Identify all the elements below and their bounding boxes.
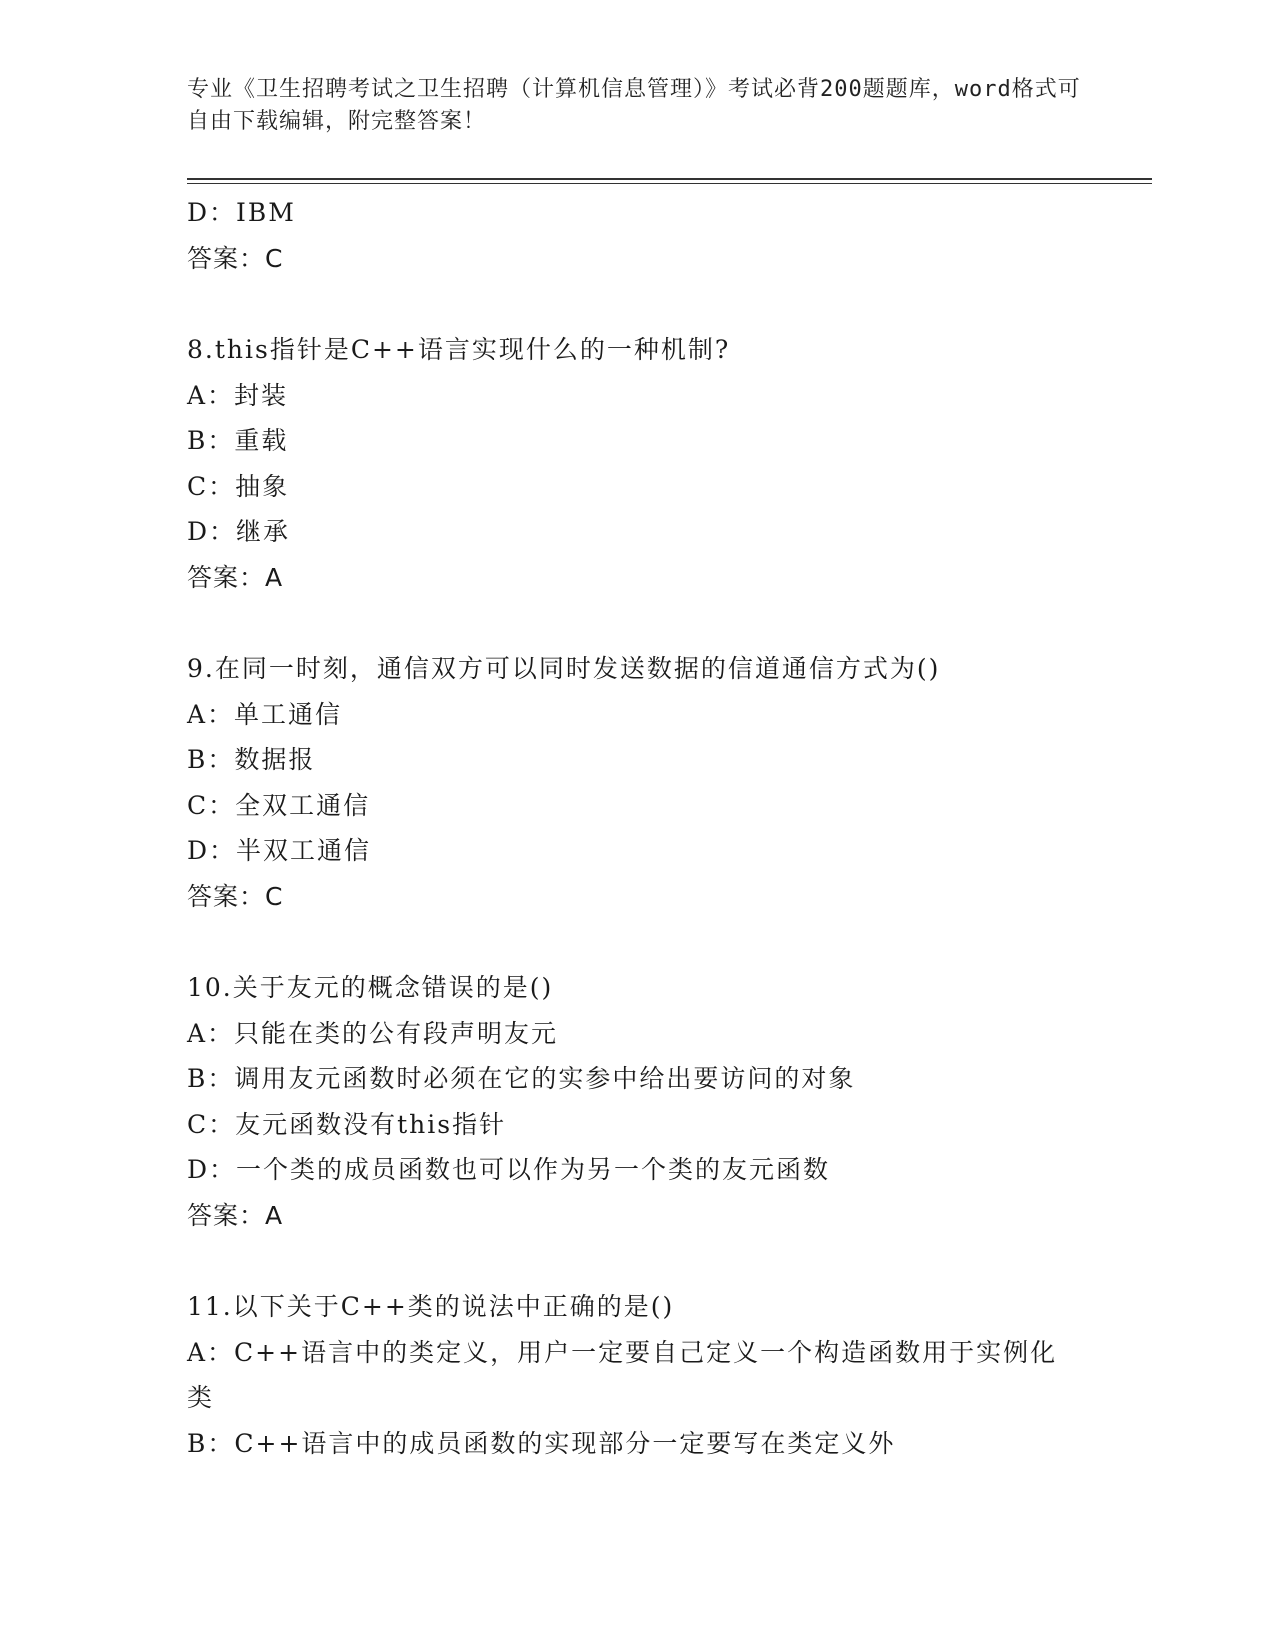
spacer <box>187 600 1087 646</box>
option-b: B：C++语言中的成员函数的实现部分一定要写在类定义外 <box>187 1428 896 1458</box>
option-c: C：友元函数没有this指针 <box>187 1109 507 1139</box>
answer: 答案：A <box>187 562 284 592</box>
option-a: A：只能在类的公有段声明友元 <box>187 1018 559 1048</box>
question-stem-11: 11.以下关于C++类的说法中正确的是() <box>187 1292 675 1321</box>
option-c: C：抽象 <box>187 471 290 501</box>
question-stem-10: 10.关于友元的概念错误的是() <box>187 973 554 1002</box>
option-d: D：继承 <box>187 517 291 546</box>
option-a: A：封装 <box>187 380 289 410</box>
option-d: D：半双工通信 <box>187 836 372 865</box>
question-stem-8: 8.this指针是C++语言实现什么的一种机制? <box>187 335 731 364</box>
option-a: A：单工通信 <box>187 699 343 729</box>
option-c: C：全双工通信 <box>187 790 371 820</box>
spacer <box>187 1238 1087 1284</box>
question-list <box>187 190 1087 1466</box>
header-divider-thick <box>187 178 1152 180</box>
option-d: D：IBM <box>187 198 296 227</box>
spacer <box>187 919 1087 965</box>
option-b: B：数据报 <box>187 745 316 774</box>
answer: 答案：C <box>187 243 284 273</box>
answer: 答案：A <box>187 1200 284 1230</box>
header-divider-thin <box>187 183 1152 184</box>
option-b: B：调用友元函数时必须在它的实参中给出要访问的对象 <box>187 1064 856 1093</box>
option-b: B：重载 <box>187 426 289 455</box>
answer: 答案：C <box>187 881 284 911</box>
document-header: 专业《卫生招聘考试之卫生招聘（计算机信息管理）》考试必背200题题库，word格式可自由下载编辑，附完整答案！ <box>187 77 1081 134</box>
option-d: D：一个类的成员函数也可以作为另一个类的友元函数 <box>187 1155 831 1184</box>
spacer <box>187 281 1087 327</box>
option-a: A：C++语言中的类定义，用户一定要自己定义一个构造函数用于实例化类 <box>187 1337 1058 1412</box>
question-stem-9: 9.在同一时刻，通信双方可以同时发送数据的信道通信方式为() <box>187 654 941 683</box>
